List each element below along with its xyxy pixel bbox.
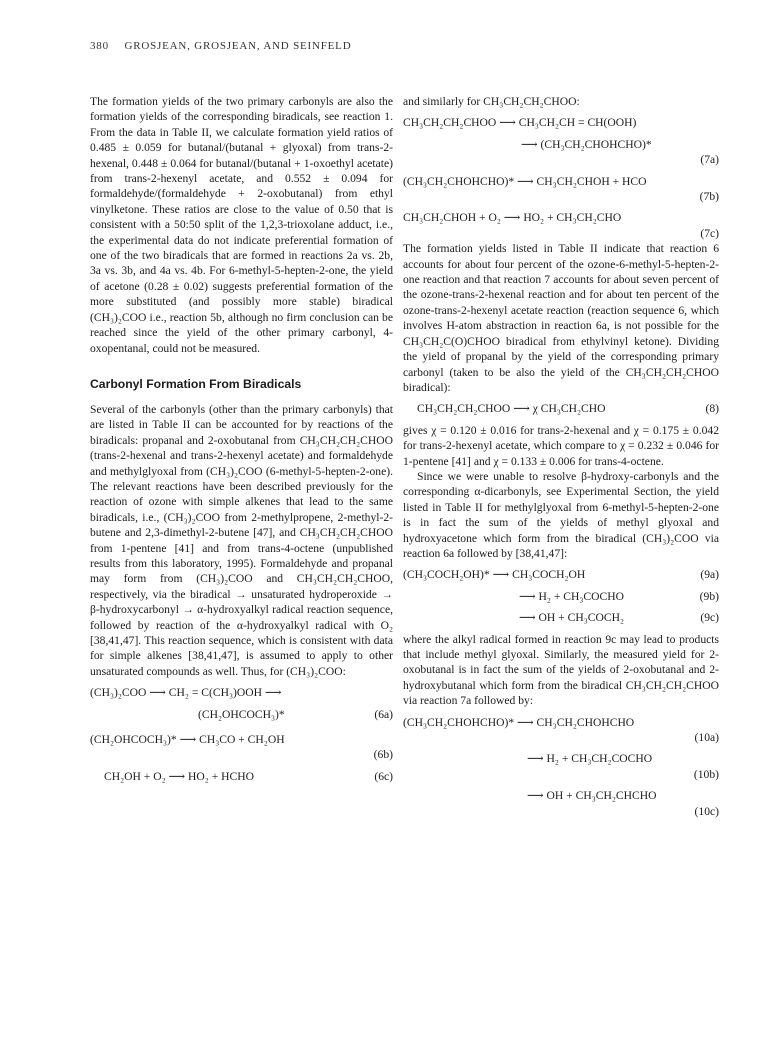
equation-7a-line2: ⟶ (CH₃CH₂CHOHCHO)*: [521, 137, 652, 151]
equation-10c: ⟶ OH + CH₃CH₂CHCHO: [527, 789, 657, 803]
equation-6a-line2: (CH₂OHCOCH₃)* (6a): [198, 707, 393, 721]
equation-number: (7c): [700, 226, 719, 240]
equation-7b: (CH₃CH₂CHOHCHO)* ⟶ CH₃CH₂CHOH + HCO: [403, 174, 647, 188]
equation-number: (9b): [699, 589, 719, 603]
left-column: [90, 94, 393, 784]
paragraph-similarly: and similarly for CH₃CH₂CH₂CHOO:: [403, 95, 580, 108]
equation-number: (6a): [374, 707, 393, 721]
paragraph-alkyl-radical: where the alkyl radical formed in reaction 9c may lead to products that include methyl glyoxal. Similarly, the measured yield for 2-oxobutanal is in fact the sum of the yields of 2-oxobutanal and 2-hydroxybutanal which form from the biradical CH₃CH₂CH₂CHOO via reaction 7a followed by:: [403, 632, 719, 708]
equation-10a: (CH₃CH₂CHOHCHO)* ⟶ CH₃CH₂CHOHCHO: [403, 715, 635, 729]
right-column: [403, 94, 719, 819]
equation-number: (10a): [694, 731, 719, 745]
equation-number: (6b): [373, 748, 393, 762]
equation-number: (7a): [700, 153, 719, 167]
equation-10b: ⟶ H₂ + CH₃CH₂COCHO: [527, 752, 653, 766]
equation-8: CH₃CH₂CH₂CHOO ⟶ χ CH₃CH₂CHO (8): [417, 402, 719, 416]
equation-9c: ⟶ OH + CH₃COCH₂ (9c): [519, 611, 719, 625]
equation-9b: ⟶ H₂ + CH₃COCHO (9b): [519, 589, 719, 603]
section-heading: Carbonyl Formation From Biradicals: [90, 376, 302, 391]
equation-number: (9a): [700, 568, 719, 582]
equation-number: (10c): [694, 804, 719, 818]
page-number: 380: [90, 40, 109, 52]
paragraph-formation-yields: The formation yields of the two primary carbonyls are also the formation yields of the corresponding biradicals, see reaction 1. From the data in Table II, we calculate formation yield ratios of 0.485 ± 0.059 for butanal/(butanal + glyoxal) from trans-2-hexenal, 0.448 ± 0.064 for butanal/(butanal + 1-oxoethyl acetate) from trans-2-hexenyl acetate, and 0.552 ± 0.094 for formaldehyde/(formaldehyde + 2-oxobutanal) from ethyl vinylketone. These ratios are close to the value of 0.50 that is consistent with a 50:50 split of the 1,2,3-trioxolane adduct, i.e., the experimental data do not indicate preferential formation of one of the two biradicals that are formed in reactions 2a vs. 2b, 3a vs. 3b, and 4a vs. 4b. For 6-methyl-5-hepten-2-one, the yield of acetone (0.28 ± 0.02) suggests preferential formation of the more substituted (and possibly more stable) biradical (CH₃)₂COO i.e., reaction 5b, although no firm conclusion can be reached since the yield of the other primary carbonyl, 4-oxopentanal, could not be measured.: [90, 95, 393, 355]
running-header: [90, 40, 708, 52]
paragraph-chi-values: gives χ = 0.120 ± 0.016 for trans-2-hexenal and χ = 0.175 ± 0.042 for trans-2-hexenyl acetate, which compare to χ = 0.232 ± 0.046 for 1-pentene [41] and χ = 0.133 ± 0.006 for trans-4-octene.: [403, 423, 719, 468]
equation-number: (9c): [700, 611, 719, 625]
paragraph-methylglyoxal: Since we were unable to resolve β-hydroxy-carbonyls and the corresponding α-dicarbonyls, see Experimental Section, the yield listed in Table II for methylglyoxal from 6-methyl-5-hepten-2-one is in fact the sum of the yields of methyl glyoxal and hydroxyacetone which form from the biradical (CH₃)₂COO via reaction 6a followed by [38,41,47]:: [403, 469, 719, 560]
equation-number: (7b): [699, 190, 719, 204]
paragraph-biradical-reactions: Several of the carbonyls (other than the primary carbonyls) that are listed in Table II can be accounted for by reactions of the biradicals: propanal and 2-oxobutanal from CH₃CH₂CH₂CHOO (trans-2-hexenal and trans-2-hexenyl acetate) and formaldehyde and methylglyoxal from (CH₃)₂COO (6-methyl-5-hepten-2-one). The relevant reactions have been described previously for the reaction of ozone with simple alkenes that lead to the same biradicals, i.e., (CH₃)₂COO from 2-methylpropene, 2-methyl-2-butene and 2,3-dimethyl-2-butene [47], and CH₃CH₂CH₂CHOO from 1-pentene [41] and from trans-4-octene (unpublished results from this laboratory, 1995). Formaldehyde and propanal may form from (CH₃)₂COO and CH₃CH₂CH₂CHOO, respectively, via the biradical → unsaturated hydroperoxide → β-hydroxycarbonyl → α-hydroxyalkyl radical reaction sequence, followed by reaction of the α-hydroxyalkyl radical with O₂ [38,41,47]. This reaction sequence, which is consistent with data for simple alkenes [38,41,47], is assumed to apply to other unsaturated compounds as well. Thus, for (CH₃)₂COO:: [90, 402, 393, 678]
equation-number: (10b): [693, 767, 719, 781]
equation-6c: CH₂OH + O₂ ⟶ HO₂ + HCHO (6c): [104, 769, 393, 783]
equation-number: (6c): [374, 769, 393, 783]
running-title: GROSJEAN, GROSJEAN, AND SEINFELD: [124, 40, 352, 52]
paragraph-reaction-shares: The formation yields listed in Table II indicate that reaction 6 accounts for about four percent of the ozone-6-methyl-5-hepten-2-one reaction and that reaction 7 accounts for about seven percent of the ozone-trans-2-hexenal reaction and for about ten percent of the ozone-trans-2-hexenyl acetate reaction (reaction sequence 6, which involves H-atom abstraction in reaction 6a, is not possible for the CH₃CH₂C(O)CHOO biradical from ethylvinyl ketone). Dividing the yield of propanal by the yield of the corresponding primary carbonyl (taken to be also the yield of the CH₃CH₂CH₂CHOO biradical):: [403, 242, 719, 394]
equation-6b: (CH₂OHCOCH₃)* ⟶ CH₃CO + CH₂OH: [90, 733, 285, 747]
equation-7a-line1: CH₃CH₂CH₂CHOO ⟶ CH₃CH₂CH = CH(OOH): [403, 116, 637, 130]
equation-number: (8): [705, 402, 719, 416]
equation-7c: CH₃CH₂CHOH + O₂ ⟶ HO₂ + CH₃CH₂CHO: [403, 211, 622, 225]
equation-9a: (CH₃COCH₂OH)* ⟶ CH₃COCH₂OH (9a): [403, 568, 719, 582]
equation-6a-line1: (CH₃)₂COO ⟶ CH₂ = C(CH₃)OOH ⟶: [90, 686, 282, 700]
